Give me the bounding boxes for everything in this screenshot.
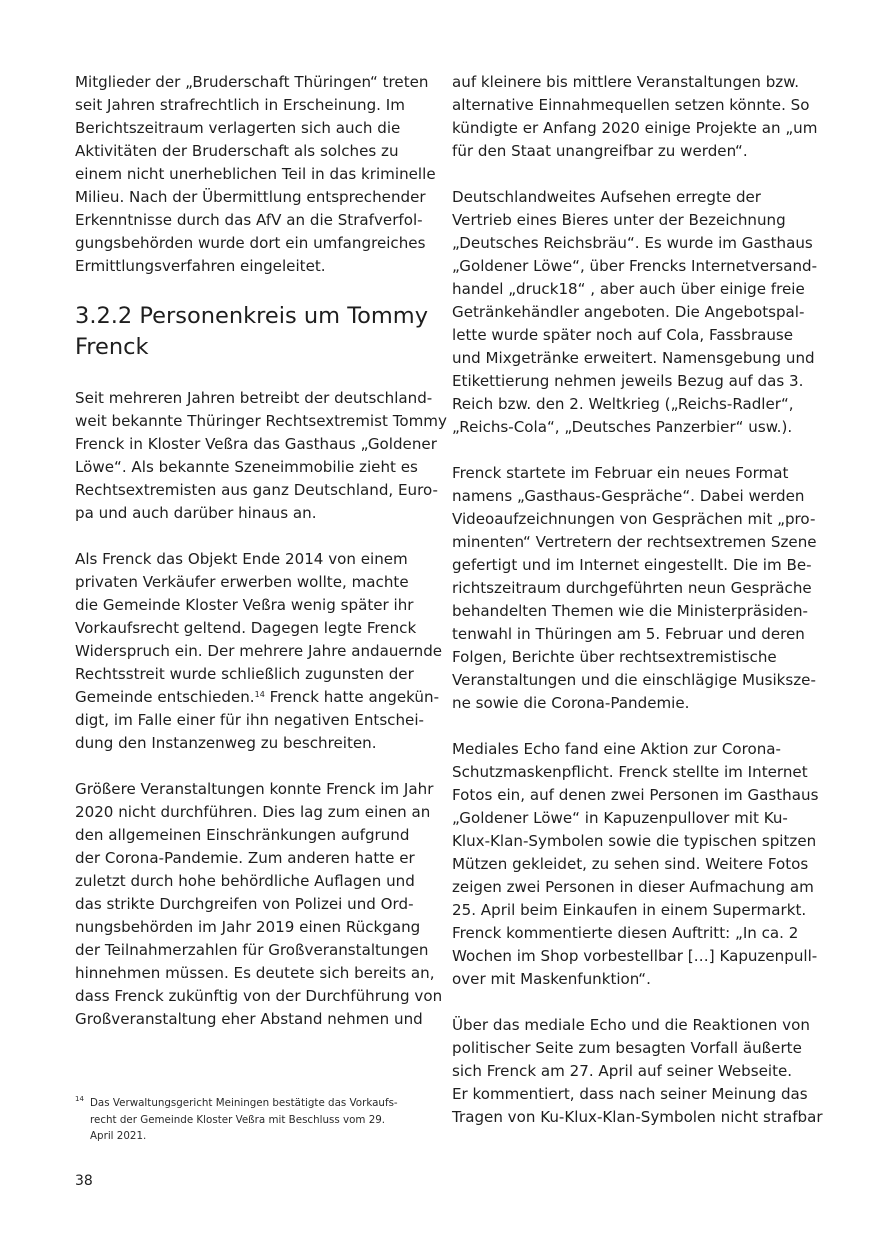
text-line: sich Frenck am 27. April auf seiner Webseite. xyxy=(452,1062,793,1080)
paragraph-bruderschaft xyxy=(75,71,436,278)
right-column xyxy=(452,71,823,1152)
text-line: Mützen gekleidet, zu sehen sind. Weitere Fotos xyxy=(452,855,809,873)
text-line: Milieu. Nach der Übermittlung entsprechender xyxy=(75,188,426,206)
text-line: politischer Seite zum besagten Vorfall äußerte xyxy=(452,1039,802,1057)
text-line: 2020 nicht durchführen. Dies lag zum einen an xyxy=(75,803,431,821)
text-line: Rechtsstreit wurde schließlich zugunsten der xyxy=(75,665,414,683)
paragraph-vorkaufsrecht xyxy=(75,548,443,755)
paragraph-gasthaus-gespraeche xyxy=(452,462,817,715)
footnote xyxy=(75,1095,420,1145)
text-line: zeigen zwei Personen in dieser Aufmachung am xyxy=(452,878,814,896)
text-line: Rechtsextremisten aus ganz Deutschland, Euro- xyxy=(75,481,438,499)
text-line: minenten“ Vertretern der rechtsextremen Szene xyxy=(452,533,817,551)
text-line: Widerspruch ein. Der mehrere Jahre andauernde xyxy=(75,642,443,660)
text-line: Vertrieb eines Bieres unter der Bezeichnung xyxy=(452,211,786,229)
text-segment: Frenck hatte angekün- xyxy=(264,688,440,706)
text-line: ne sowie die Corona-Pandemie. xyxy=(452,694,690,712)
text-line: 25. April beim Einkaufen in einem Supermarkt. xyxy=(452,901,807,919)
text-line: Klux-Klan-Symbolen sowie die typischen spitzen xyxy=(452,832,817,850)
heading-line: Frenck xyxy=(75,334,149,360)
text-line: namens „Gasthaus-Gespräche“. Dabei werden xyxy=(452,487,805,505)
text-line: Berichtszeitraum verlagerten sich auch die xyxy=(75,119,401,137)
text-line: Schutzmaskenpflicht. Frenck stellte im Internet xyxy=(452,763,808,781)
text-line: Tragen von Ku-Klux-Klan-Symbolen nicht strafbar xyxy=(452,1108,823,1126)
text-line: zuletzt durch hohe behördliche Auflagen und xyxy=(75,872,415,890)
text-line: Als Frenck das Objekt Ende 2014 von einem xyxy=(75,550,408,568)
text-line: Deutschlandweites Aufsehen erregte der xyxy=(452,188,762,206)
text-line: Seit mehreren Jahren betreibt der deutschland- xyxy=(75,389,433,407)
paragraph-schutzmaske xyxy=(452,738,819,991)
paragraph-veranstaltungen xyxy=(75,778,443,1031)
text-line: Er kommentiert, dass nach seiner Meinung das xyxy=(452,1085,808,1103)
text-line: einem nicht unerheblichen Teil in das kriminelle xyxy=(75,165,436,183)
text-line: für den Staat unangreifbar zu werden“. xyxy=(452,142,748,160)
text-line: pa und auch darüber hinaus an. xyxy=(75,504,317,522)
text-line: Etikettierung nehmen jeweils Bezug auf das 3. xyxy=(452,372,804,390)
text-line: die Gemeinde Kloster Veßra wenig später ihr xyxy=(75,596,414,614)
text-line: Mediales Echo fand eine Aktion zur Corona- xyxy=(452,740,781,758)
text-line: hinnehmen müssen. Es deutete sich bereits an, xyxy=(75,964,435,982)
text-line xyxy=(75,686,440,709)
text-line: over mit Maskenfunktion“. xyxy=(452,970,651,988)
left-column xyxy=(75,71,447,1054)
text-line: tenwahl in Thüringen am 5. Februar und deren xyxy=(452,625,805,643)
text-line: lette wurde später noch auf Cola, Fassbrause xyxy=(452,326,794,344)
text-line: den allgemeinen Einschränkungen aufgrund xyxy=(75,826,410,844)
page-number: 38 xyxy=(75,1173,93,1189)
footnote-line: Das Verwaltungsgericht Meiningen bestätigte das Vorkaufs- xyxy=(90,1097,398,1109)
text-line: Großveranstaltung eher Abstand nehmen und xyxy=(75,1010,423,1028)
text-line: dung den Instanzenweg zu beschreiten. xyxy=(75,734,377,752)
text-line: digt, im Falle einer für ihn negativen Entschei- xyxy=(75,711,424,729)
text-line: Aktivitäten der Bruderschaft als solches zu xyxy=(75,142,399,160)
text-line: Reich bzw. den 2. Weltkrieg („Reichs-Radler“, xyxy=(452,395,794,413)
text-line: Löwe“. Als bekannte Szeneimmobilie zieht es xyxy=(75,458,418,476)
paragraph-einnahmequellen xyxy=(452,71,818,163)
text-line: Wochen im Shop vorbestellbar […] Kapuzenpull- xyxy=(452,947,818,965)
text-line: auf kleinere bis mittlere Veranstaltungen bzw. xyxy=(452,73,799,91)
text-line: „Deutsches Reichsbräu“. Es wurde im Gasthaus xyxy=(452,234,813,252)
text-line: Folgen, Berichte über rechtsextremistische xyxy=(452,648,777,666)
text-line: Ermittlungsverfahren eingeleitet. xyxy=(75,257,326,275)
footnote-number: 14 xyxy=(75,1095,84,1103)
text-line: Frenck kommentierte diesen Auftritt: „In ca. 2 xyxy=(452,924,799,942)
text-line: weit bekannte Thüringer Rechtsextremist Tommy xyxy=(75,412,447,430)
paragraph-reichsbraeu xyxy=(452,186,818,439)
text-line: der Corona-Pandemie. Zum anderen hatte er xyxy=(75,849,415,867)
text-line: Fotos ein, auf denen zwei Personen im Gasthaus xyxy=(452,786,819,804)
text-line: behandelten Themen wie die Ministerpräsiden- xyxy=(452,602,809,620)
text-line: „Goldener Löwe“ in Kapuzenpullover mit Ku- xyxy=(452,809,788,827)
text-line: Veranstaltungen und die einschlägige Musiksze- xyxy=(452,671,816,689)
section-heading xyxy=(75,301,429,363)
text-line: Größere Veranstaltungen konnte Frenck im Jahr xyxy=(75,780,434,798)
text-line: Vorkaufsrecht geltend. Dagegen legte Frenck xyxy=(75,619,417,637)
heading-line: 3.2.2 Personenkreis um Tommy xyxy=(75,303,429,329)
text-line: „Goldener Löwe“, über Frencks Internetversand- xyxy=(452,257,818,275)
footnote-line: April 2021. xyxy=(90,1130,147,1142)
text-line: Getränkehändler angeboten. Die Angebotspal- xyxy=(452,303,805,321)
text-line: Über das mediale Echo und die Reaktionen von xyxy=(452,1016,810,1034)
text-line: richtszeitraum durchgeführten neun Gespräche xyxy=(452,579,812,597)
text-line: Videoaufzeichnungen von Gesprächen mit „pro- xyxy=(452,510,816,528)
paragraph-mediales-echo xyxy=(452,1014,823,1129)
text-segment: Gemeinde entschieden. xyxy=(75,688,255,706)
text-line: handel „druck18“ , aber auch über einige freie xyxy=(452,280,805,298)
text-line: dass Frenck zukünftig von der Durchführung von xyxy=(75,987,443,1005)
text-line: nungsbehörden im Jahr 2019 einen Rückgang xyxy=(75,918,421,936)
text-line: „Reichs-Cola“, „Deutsches Panzerbier“ usw.). xyxy=(452,418,793,436)
text-line: kündigte er Anfang 2020 einige Projekte an „um xyxy=(452,119,818,137)
text-line: und Mixgetränke erweitert. Namensgebung und xyxy=(452,349,815,367)
text-line: Mitglieder der „Bruderschaft Thüringen“ treten xyxy=(75,73,429,91)
text-line: das strikte Durchgreifen von Polizei und Ord- xyxy=(75,895,414,913)
text-line: Frenck startete im Februar ein neues Format xyxy=(452,464,789,482)
text-line: seit Jahren strafrechtlich in Erscheinung. Im xyxy=(75,96,405,114)
paragraph-gasthaus xyxy=(75,387,447,525)
footnote-reference: 14 xyxy=(254,690,265,699)
footnote-text xyxy=(90,1095,420,1145)
text-line: gefertigt und im Internet eingestellt. Die im Be- xyxy=(452,556,812,574)
text-line: privaten Verkäufer erwerben wollte, machte xyxy=(75,573,409,591)
text-line: der Teilnahmerzahlen für Großveranstaltungen xyxy=(75,941,429,959)
footnote-line: recht der Gemeinde Kloster Veßra mit Beschluss vom 29. xyxy=(90,1113,386,1126)
text-line: gungsbehörden wurde dort ein umfangreiches xyxy=(75,234,426,252)
text-line: alternative Einnahmequellen setzen könnte. So xyxy=(452,96,810,114)
text-line: Frenck in Kloster Veßra das Gasthaus „Goldener xyxy=(75,435,437,453)
text-line: Erkenntnisse durch das AfV an die Strafverfol- xyxy=(75,211,423,229)
